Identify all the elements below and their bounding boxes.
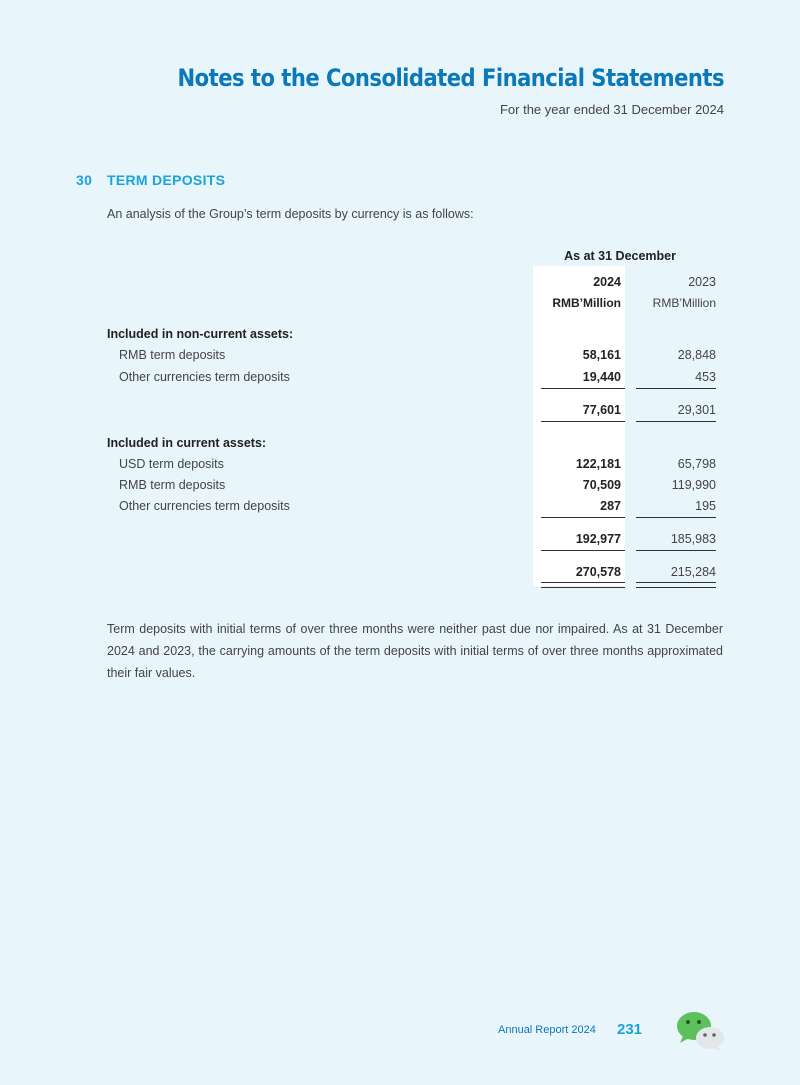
column-unit-2024: RMB’Million [552,296,621,310]
row-label: RMB term deposits [119,478,226,492]
group-label-non-current: Included in non-current assets: [107,327,294,341]
total-value-2024: 270,578 [575,565,621,579]
row-value-2024: 70,509 [582,478,621,492]
page-subtitle: For the year ended 31 December 2024 [499,102,724,117]
table-group-header: As at 31 December [564,249,676,263]
row-value-2024: 58,161 [582,348,621,362]
subtotal-value-2023: 29,301 [677,403,716,417]
section-heading [76,172,225,188]
page-title: Notes to the Consolidated Financial Statements [177,64,724,92]
column-unit-2023: RMB’Million [652,296,716,310]
row-value-2024: 19,440 [582,370,621,384]
row-value-2023: 453 [695,370,716,384]
section-title: TERM DEPOSITS [107,172,226,188]
subtotal-value-2024: 192,977 [575,532,621,546]
row-label: Other currencies term deposits [119,370,290,384]
total-double-underline [636,582,716,588]
section-number: 30 [76,172,93,188]
row-value-2024: 287 [600,499,621,513]
total-value-2023: 215,284 [670,565,716,579]
column-header-2024: 2024 [593,275,621,289]
chat-bubbles-logo-icon [675,1010,725,1052]
row-value-2024: 122,181 [575,457,621,471]
subtotal-value-2023: 185,983 [670,532,716,546]
subtotal-underline [541,421,625,422]
subtotal-underline [541,550,625,551]
column-header-2023: 2023 [688,275,716,289]
subtotal-value-2024: 77,601 [582,403,621,417]
subtotal-rule [541,517,625,518]
subtotal-rule [636,388,716,389]
row-label: RMB term deposits [119,348,226,362]
group-label-current: Included in current assets: [107,436,267,450]
row-value-2023: 195 [695,499,716,513]
row-label: Other currencies term deposits [119,499,290,513]
row-label: USD term deposits [119,457,224,471]
subtotal-rule [636,517,716,518]
section-intro: An analysis of the Group’s term deposits by currency is as follows: [107,207,474,221]
row-value-2023: 119,990 [671,478,716,492]
subtotal-underline [636,550,716,551]
subtotal-rule [541,388,625,389]
subtotal-underline [636,421,716,422]
footer-page-number: 231 [617,1021,643,1038]
row-value-2023: 65,798 [677,457,716,471]
note-paragraph: Term deposits with initial terms of over three months were neither past due nor impaired. As at 31 December 2024 and 2023, the carrying amounts of the term deposits with initial terms of over three months approximated their fair values. [107,622,723,680]
total-double-underline [541,582,625,588]
footer-report-label: Annual Report 2024 [498,1024,596,1036]
row-value-2023: 28,848 [677,348,716,362]
